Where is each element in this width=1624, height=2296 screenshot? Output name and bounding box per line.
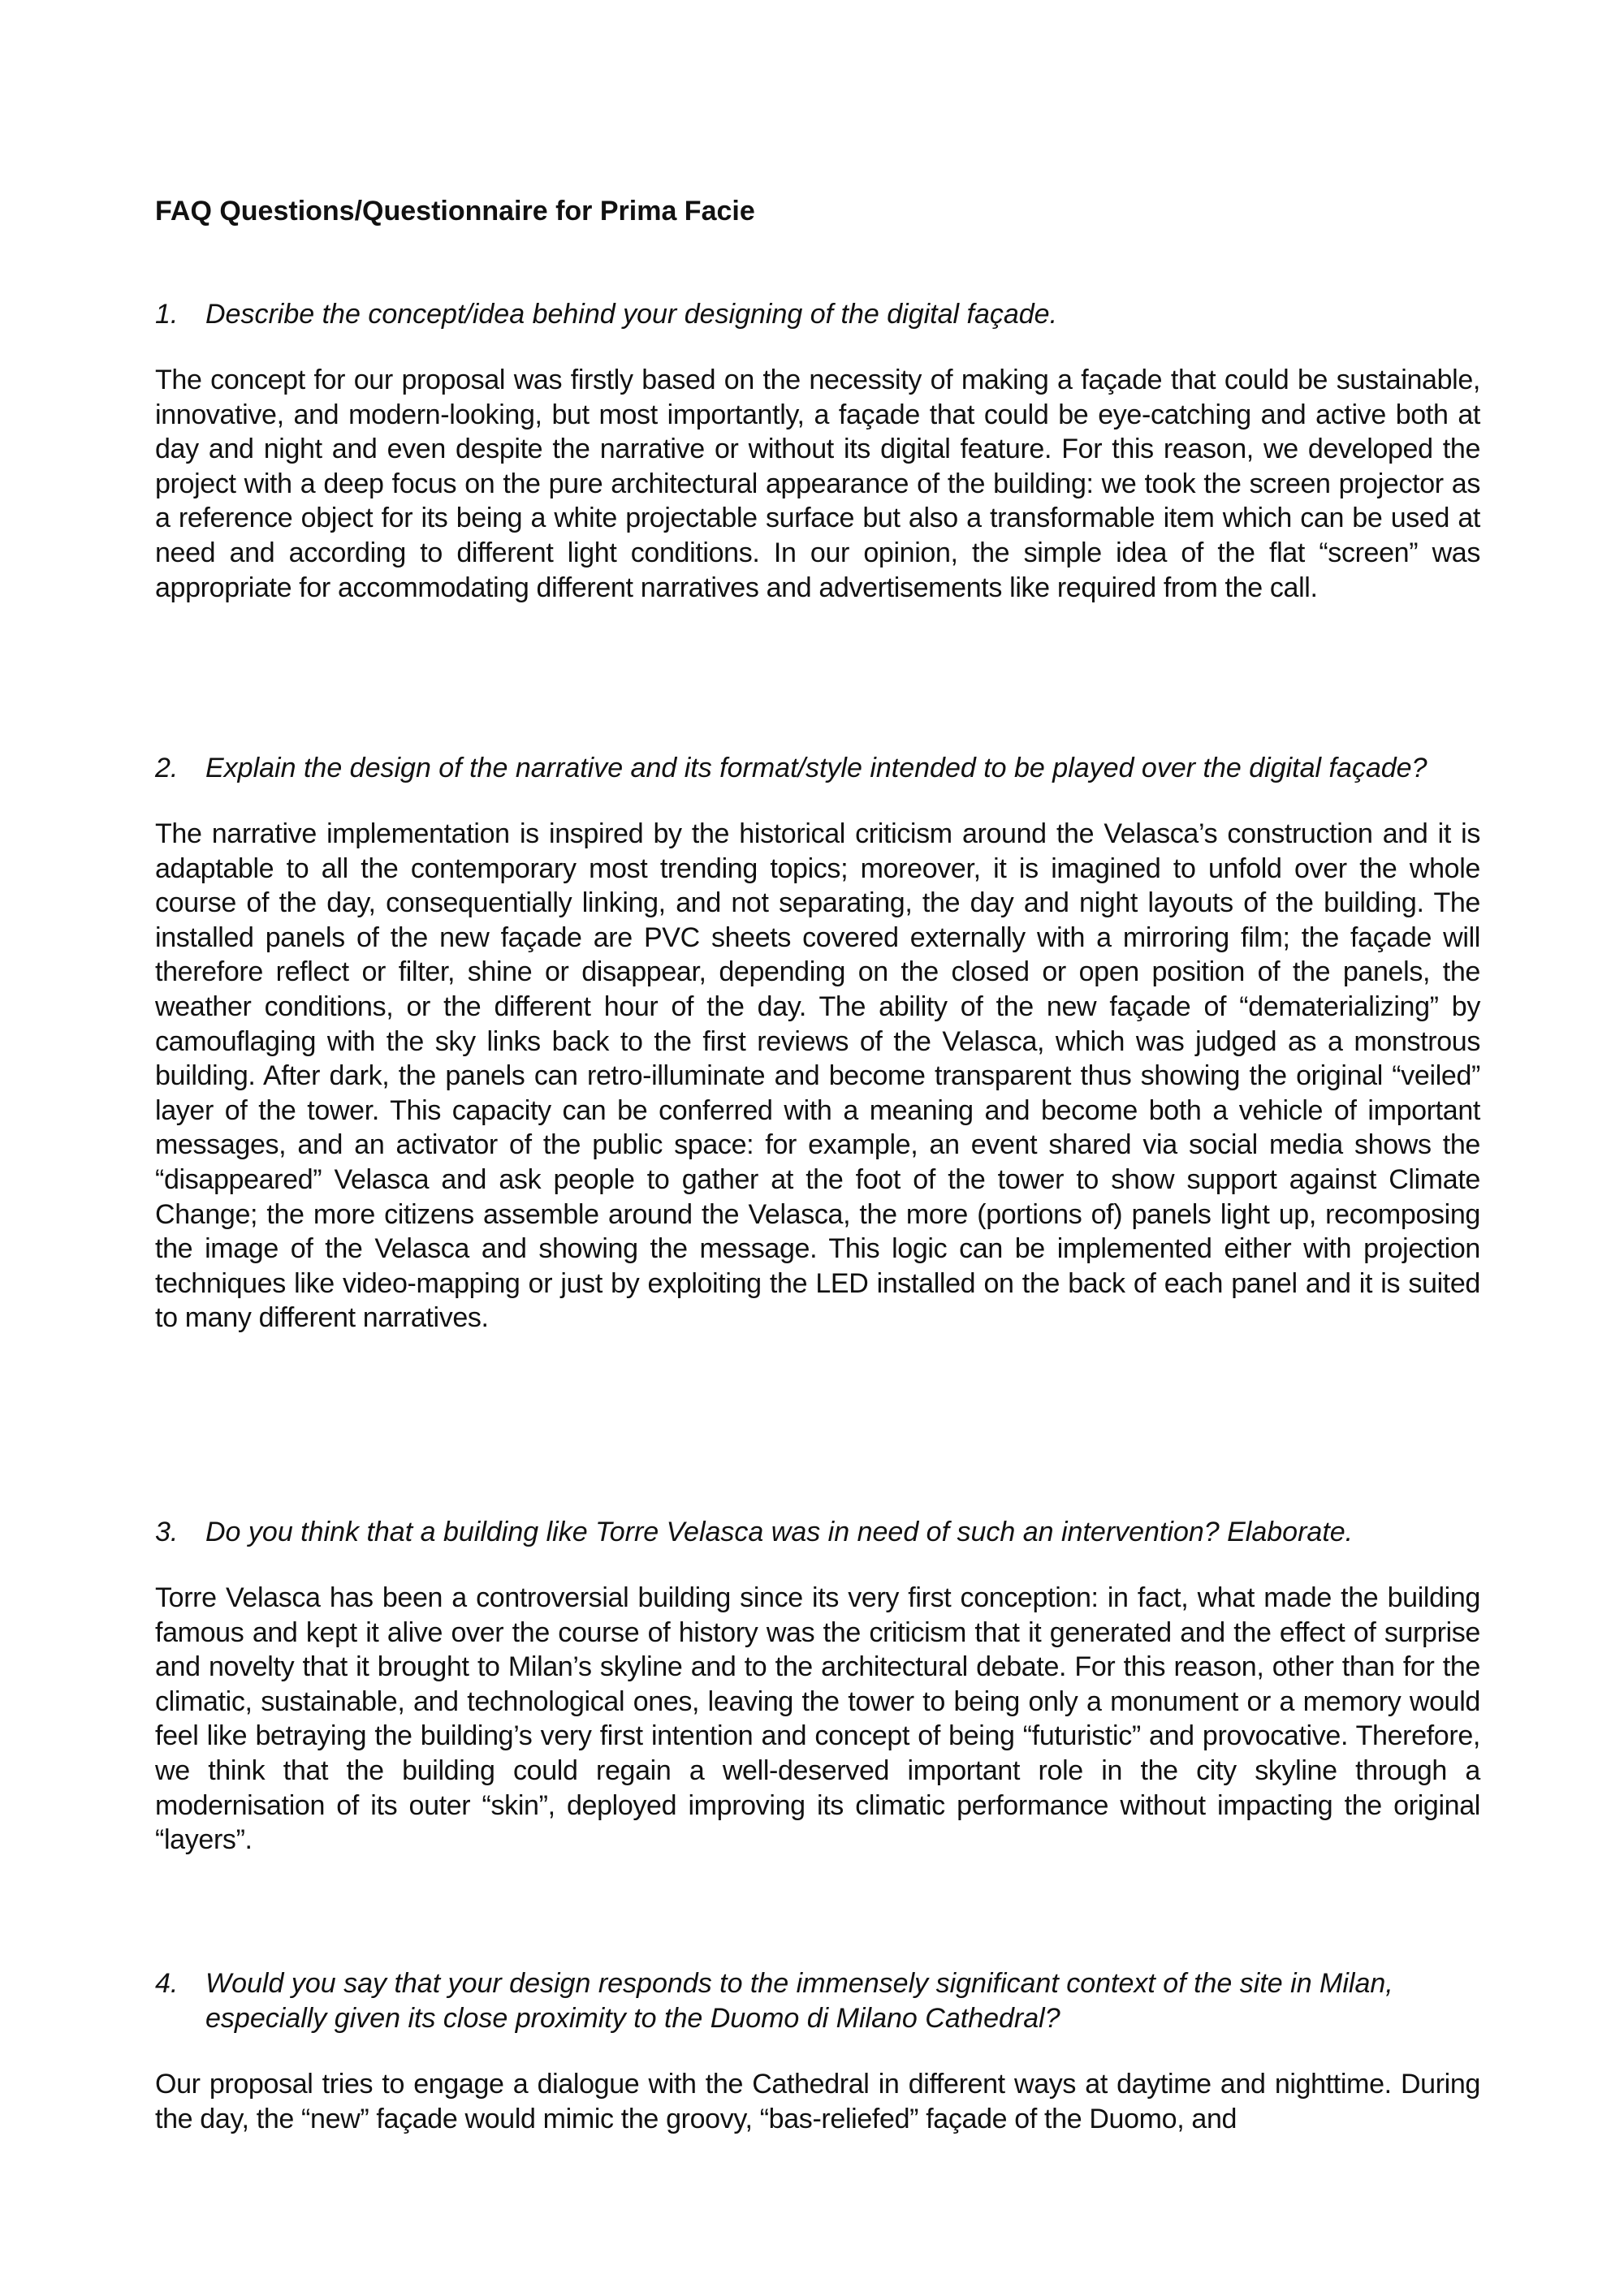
faq-section-1	[155, 297, 1480, 605]
question-number: 4.	[155, 1968, 179, 1999]
faq-section-2	[155, 751, 1480, 1336]
faq-question-1	[155, 297, 1480, 332]
faq-section-3	[155, 1515, 1480, 1858]
question-number: 1.	[155, 299, 179, 330]
question-text: Describe the concept/idea behind your designing of the digital façade.	[205, 299, 1058, 330]
question-text: Explain the design of the narrative and its format/style intended to be played over the digital façade?	[205, 753, 1427, 783]
faq-question-2	[155, 751, 1480, 786]
question-text: Would you say that your design responds to the immensely significant context of the site in Milan, especially given its close proximity to the Duomo di Milano Cathedral?	[205, 1968, 1393, 2034]
question-text: Do you think that a building like Torre Velasca was in need of such an intervention? Elaborate.	[205, 1517, 1354, 1547]
faq-question-4	[155, 1966, 1480, 2036]
faq-answer-1: The concept for our proposal was firstly based on the necessity of making a façade that could be sustainable, innovative, and modern-looking, but most importantly, a façade that could be eye-catching and active both at day and night and even despite the narrative or without its digital feature. For this reason, we developed the project with a deep focus on the pure architectural appearance of the building: we took the screen projector as a reference object for its being a white projectable surface but also a transformable item which can be used at need and according to different light conditions. In our opinion, the simple idea of the flat “screen” was appropriate for accommodating different narratives and advertisements like required from the call.	[155, 365, 1480, 603]
document-title: FAQ Questions/Questionnaire for Prima Facie	[155, 196, 755, 227]
faq-question-3	[155, 1515, 1480, 1550]
faq-answer-2: The narrative implementation is inspired by the historical criticism around the Velasca’s construction and it is adaptable to all the contemporary most trending topics; moreover, it is imagined to unfold over the whole course of the day, consequentially linking, and not separating, the day and night layouts of the building. The installed panels of the new façade are PVC sheets covered externally with a mirroring film; the façade will therefore reflect or filter, shine or disappear, depending on the closed or open position of the panels, the weather conditions, or the different hour of the day. The ability of the new façade of “dematerializing” by camouflaging with the sky links back to the first reviews of the Velasca, which was judged as a monstrous building. After dark, the panels can retro-illuminate and become transparent thus showing the original “veiled” layer of the tower. This capacity can be conferred with a meaning and become both a vehicle of important messages, and an activator of the public space: for example, an event shared via social media shows the “disappeared” Velasca and ask people to gather at the foot of the tower to show support against Climate Change; the more citizens assemble around the Velasca, the more (portions of) panels light up, recomposing the image of the Velasca and showing the message. This logic can be implemented either with projection techniques like video-mapping or just by exploiting the LED installed on the back of each panel and it is suited to many different narratives.	[155, 818, 1480, 1334]
document-body	[155, 193, 1480, 2134]
question-number: 3.	[155, 1517, 179, 1547]
faq-answer-3: Torre Velasca has been a controversial building since its very first conception: in fact, what made the building famous and kept it alive over the course of history was the criticism that it generated and the effect of surprise and novelty that it brought to Milan’s skyline and to the architectural debate. For this reason, other than for the climatic, sustainable, and technological ones, leaving the tower to being only a monument or a memory would feel like betraying the building’s very first intention and concept of being “futuristic” and provocative. Therefore, we think that the building could regain a well-deserved important role in the city skyline through a modernisation of its outer “skin”, deployed improving its climatic performance without impacting the original “layers”.	[155, 1582, 1480, 1856]
faq-answer-4: Our proposal tries to engage a dialogue with the Cathedral in different ways at daytime and nighttime. During the day, the “new” façade would mimic the groovy, “bas-reliefed” façade of the Duomo, and	[155, 2069, 1480, 2134]
question-number: 2.	[155, 753, 179, 783]
faq-section-4	[155, 1966, 1480, 2136]
